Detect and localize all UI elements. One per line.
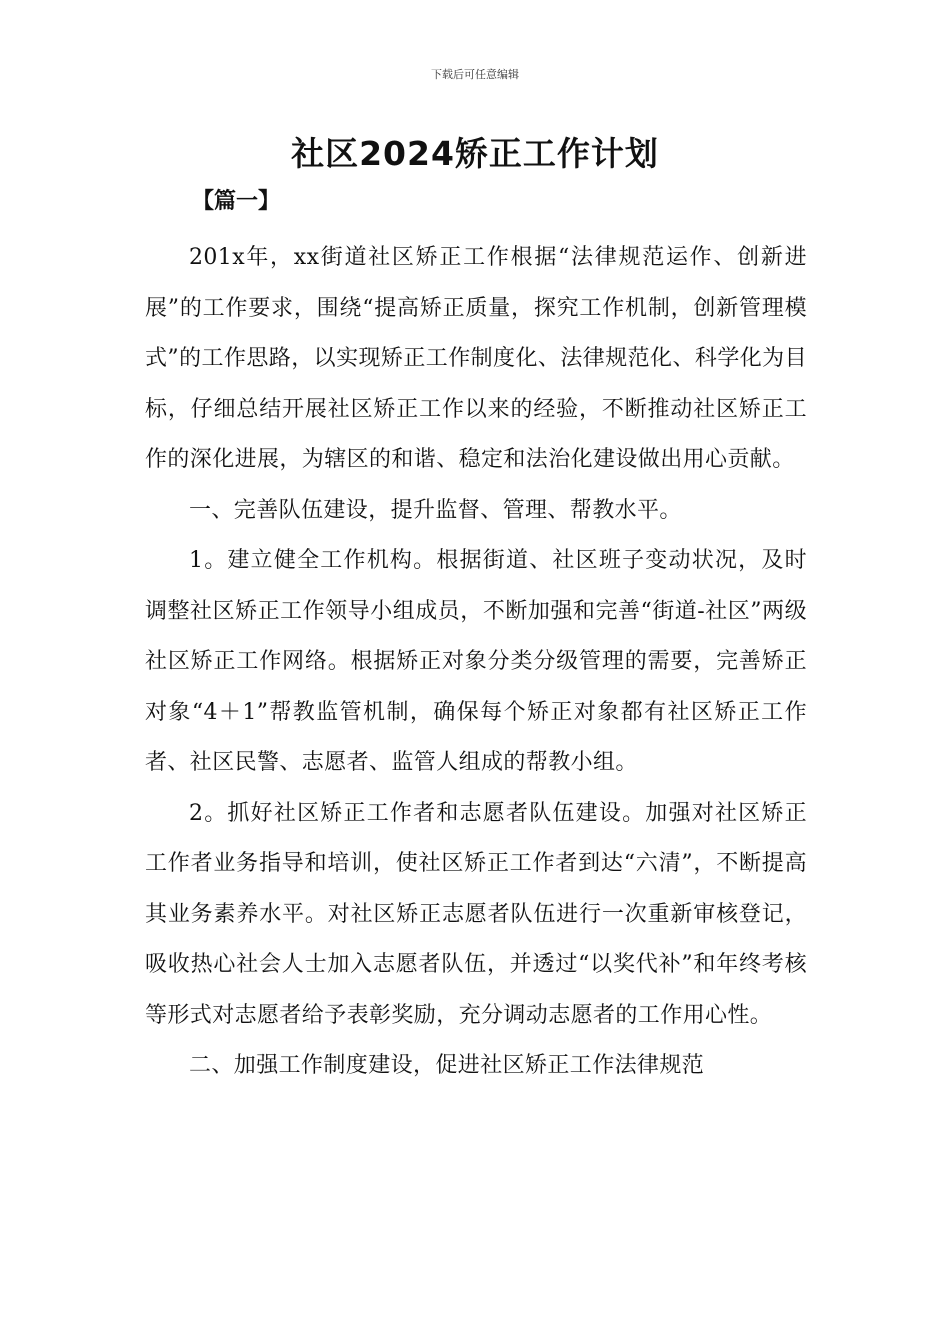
heading-section-one: 一、完善队伍建设，提升监督、管理、帮教水平。 [189,497,682,523]
paragraph-item-2: 2。抓好社区矫正工作者和志愿者队伍建设。加强对社区矫正工作者业务指导和培训，使社区矫正工作者到达“六清”，不断提高其业务素养水平。对社区矫正志愿者队伍进行一次重新审核登记，吸收热心社会人士加入志愿者队伍，并透过“以奖代补”和年终考核等形式对志愿者给予表彰奖励，充分调动志愿者的工作用心性。 [145,800,807,1028]
document-body [145,233,807,1092]
paragraph-intro: 201x年，xx街道社区矫正工作根据“法律规范运作、创新进展”的工作要求，围绕“提高矫正质量，探究工作机制，创新管理模式”的工作思路，以实现矫正工作制度化、法律规范化、科学化为目标，仔细总结开展社区矫正工作以来的经验，不断推动社区矫正工作的深化进展，为辖区的和谐、稳定和法治化建设做出用心贡献。 [145,245,807,472]
paragraph-item-1: 1。建立健全工作机构。根据街道、社区班子变动状况，及时调整社区矫正工作领导小组成员，不断加强和完善“街道-社区”两级社区矫正工作网络。根据矫正对象分类分级管理的需要，完善矫正对象“4＋1”帮教监管机制，确保每个矫正对象都有社区矫正工作者、社区民警、志愿者、监管人组成的帮教小组。 [145,548,807,775]
document-title: 社区2024矫正工作计划 [291,134,659,173]
page-header-note: 下载后可任意编辑 [431,68,519,81]
heading-section-two: 二、加强工作制度建设，促进社区矫正工作法律规范 [189,1053,705,1078]
section-label: 【篇一】 [192,189,281,214]
